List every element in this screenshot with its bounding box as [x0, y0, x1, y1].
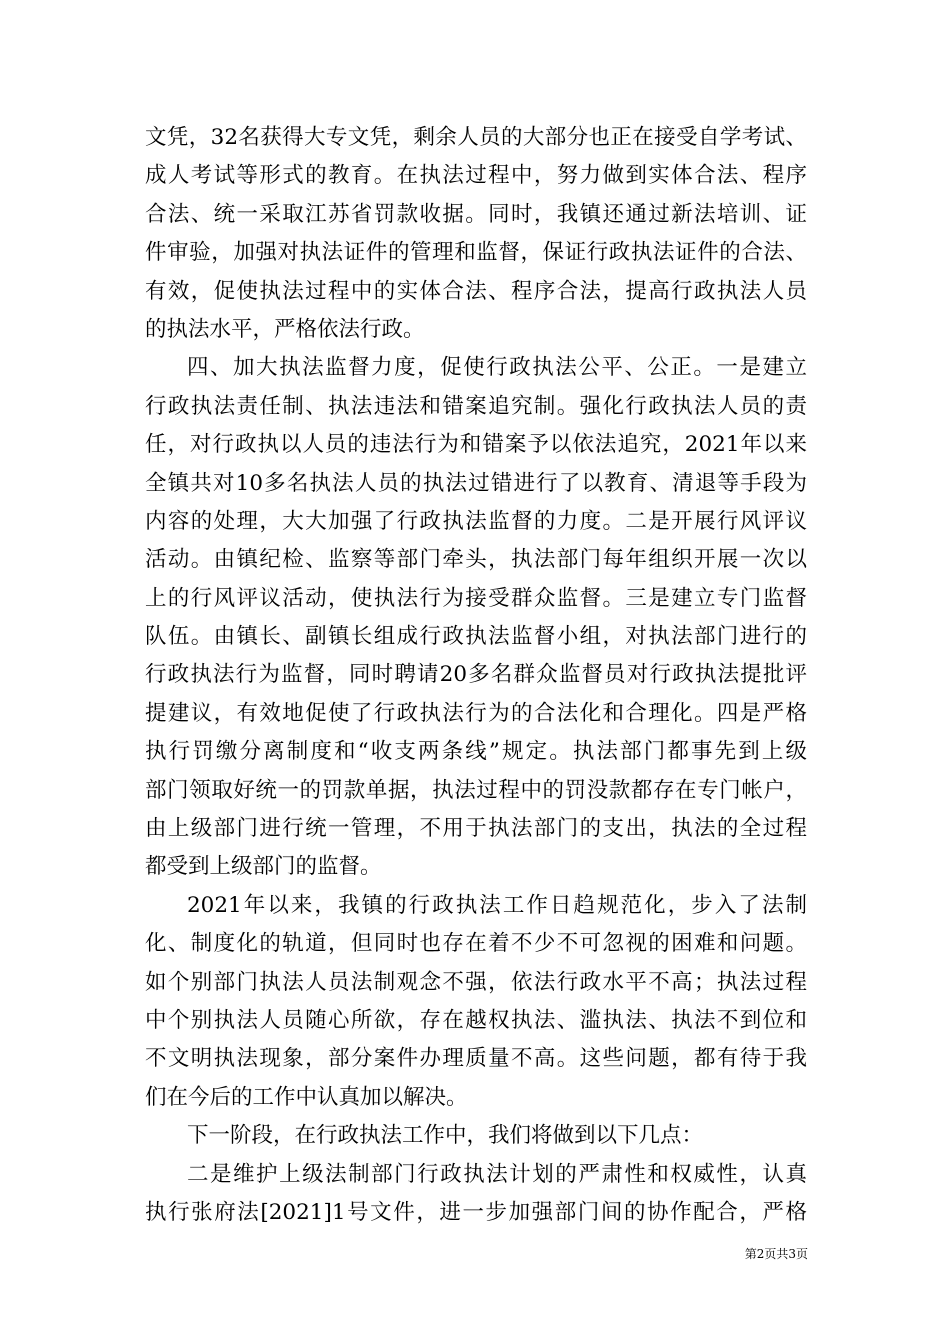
text-line: 中个别执法人员随心所欲，存在越权执法、滥执法、执法不到位和: [145, 1007, 807, 1033]
text-line: 任，对行政执以人员的违法行为和错案予以依法追究，2021年以来: [145, 432, 807, 458]
text-line: 有效，促使执法过程中的实体合法、程序合法，提高行政执法人员: [145, 278, 807, 304]
text-line: 如个别部门执法人员法制观念不强，依法行政水平不高；执法过程: [145, 969, 807, 995]
text-line: 队伍。由镇长、副镇长组成行政执法监督小组，对执法部门进行的: [145, 624, 807, 650]
text-line: 部门领取好统一的罚款单据，执法过程中的罚没款都存在专门帐户，: [145, 777, 807, 803]
text-line: 内容的处理，大大加强了行政执法监督的力度。二是开展行风评议: [145, 508, 807, 534]
text-line: 合法、统一采取江苏省罚款收据。同时，我镇还通过新法培训、证: [145, 201, 807, 227]
text-line: 的执法水平，严格依法行政。: [145, 316, 425, 342]
text-line: 行政执法行为监督，同时聘请20多名群众监督员对行政执法提批评: [145, 662, 807, 688]
text-line: 提建议，有效地促使了行政执法行为的合法化和合理化。四是严格: [145, 700, 807, 726]
text-line: 下一阶段，在行政执法工作中，我们将做到以下几点：: [187, 1123, 704, 1149]
text-line: 成人考试等形式的教育。在执法过程中，努力做到实体合法、程序: [145, 163, 807, 189]
text-line: 化、制度化的轨道，但同时也存在着不少不可忽视的困难和问题。: [145, 931, 807, 957]
document-body: [145, 119, 807, 1232]
text-line: 件审验，加强对执法证件的管理和监督，保证行政执法证件的合法、: [145, 240, 807, 266]
page-number: 第2页共3页: [744, 1247, 808, 1261]
text-line: 2021年以来，我镇的行政执法工作日趋规范化，步入了法制: [187, 892, 807, 918]
text-line: 们在今后的工作中认真加以解决。: [145, 1084, 468, 1110]
text-line: 全镇共对10多名执法人员的执法过错进行了以教育、清退等手段为: [145, 470, 807, 496]
text-line: 执行罚缴分离制度和“收支两条线”规定。执法部门都事先到上级: [145, 739, 807, 765]
text-line: 活动。由镇纪检、监察等部门牵头，执法部门每年组织开展一次以: [145, 547, 807, 573]
text-line: 行政执法责任制、执法违法和错案追究制。强化行政执法人员的责: [145, 393, 807, 419]
text-line: 四、加大执法监督力度，促使行政执法公平、公正。一是建立: [187, 355, 807, 381]
text-line: 由上级部门进行统一管理，不用于执法部门的支出，执法的全过程: [145, 816, 807, 842]
text-line: 上的行风评议活动，使执法行为接受群众监督。三是建立专门监督: [145, 585, 807, 611]
text-line: 文凭，32名获得大专文凭，剩余人员的大部分也正在接受自学考试、: [145, 125, 807, 150]
text-line: 执行张府法[2021]1号文件，进一步加强部门间的协作配合，严格: [145, 1199, 807, 1225]
text-line: 二是维护上级法制部门行政执法计划的严肃性和权威性，认真: [187, 1161, 807, 1187]
text-line: 不文明执法现象，部分案件办理质量不高。这些问题，都有待于我: [145, 1046, 807, 1072]
text-line: 都受到上级部门的监督。: [145, 854, 382, 880]
